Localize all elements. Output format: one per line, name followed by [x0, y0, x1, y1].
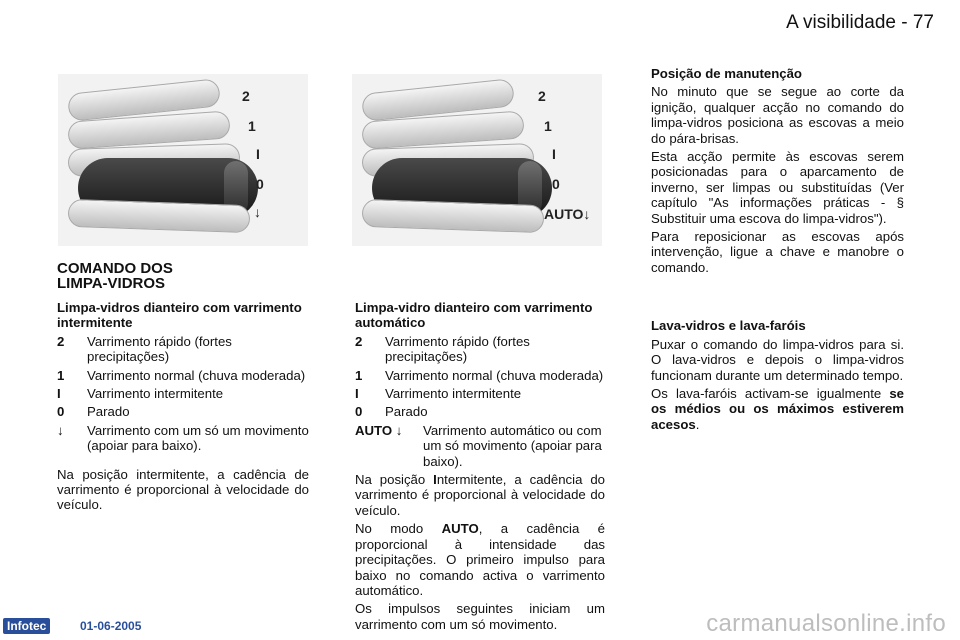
- wiper-stalk-figure-intermittent: [58, 74, 308, 246]
- position-label: I: [552, 146, 556, 162]
- paragraph: Na posição Intermitente, a cadência do varrimento é proporcional à velocidade do veículo.: [355, 472, 606, 518]
- subtitle: Posição de manutenção: [651, 66, 802, 81]
- list-item: 2 Varrimento rápido (fortes precipitações): [355, 333, 530, 365]
- stalk-position-down: [362, 199, 545, 233]
- list-item: 0 Parado: [57, 404, 130, 420]
- position-label: I: [256, 146, 260, 162]
- column-maintenance: [651, 66, 904, 435]
- column-automatic: [355, 300, 605, 635]
- arrow-down-icon: ↓: [254, 204, 261, 220]
- list-item: I Varrimento intermitente: [355, 386, 522, 402]
- subtitle: Limpa-vidros dianteiro com varrimento intermitente: [57, 300, 302, 331]
- list-item: 1 Varrimento normal (chuva moderada): [355, 367, 604, 383]
- position-label: 2: [242, 88, 250, 104]
- list-item: ↓ Varrimento com um só um movimento (apoiar para baixo).: [57, 422, 309, 454]
- list-item: 0 Parado: [355, 404, 428, 420]
- position-label: 2: [538, 88, 546, 104]
- wiper-stalk-figure-auto: [352, 74, 602, 246]
- position-label: 0: [256, 176, 264, 192]
- paragraph: No minuto que se segue ao corte da ignição, qualquer acção no comando do limpa-vidros posiciona as escovas a meio do pára-brisas.: [651, 84, 904, 146]
- list-item: I Varrimento intermitente: [57, 386, 224, 402]
- column-intermittent: [57, 300, 309, 516]
- position-label: 1: [248, 118, 256, 134]
- paragraph: Puxar o comando do limpa-vidros para si. O lava-vidros e depois o limpa-vidros funcionam durante um determinado tempo.: [651, 336, 904, 383]
- list-item: 1 Varrimento normal (chuva moderada): [57, 367, 306, 383]
- list-item: 2 Varrimento rápido (fortes precipitações): [57, 333, 232, 365]
- arrow-down-icon: ↓: [57, 422, 64, 438]
- watermark: carmanualsonline.info: [706, 610, 946, 637]
- paragraph: Esta acção permite às escovas serem posicionadas para o aparcamento de inverno, ser limpas ou substituídas (Ver capítulo "As informações práticas - § Substituir uma escova do limpa-vidros").: [651, 149, 904, 226]
- paragraph: Os lava-faróis activam-se igualmente se os médios ou os máximos estiverem acesos.: [651, 385, 904, 432]
- page-header: A visibilidade - 77: [786, 12, 934, 33]
- paragraph: Na posição intermitente, a cadência de varrimento é proporcional à velocidade do veículo.: [57, 466, 309, 513]
- footer-date: 01-06-2005: [80, 619, 142, 633]
- paragraph: Os impulsos seguintes iniciam um varrimento com um só movimento.: [355, 601, 605, 632]
- list-item: AUTO ↓ Varrimento automático ou com um só movimento (apoiar para baixo).: [355, 422, 602, 469]
- section-title: COMANDO DOS LIMPA-VIDROS: [57, 260, 173, 292]
- paragraph: No modo AUTO, a cadência é proporcional à intensidade das precipitações. O primeiro impulso para baixo no comando activa o varrimento automático.: [355, 521, 605, 598]
- stalk-position-down: [68, 199, 251, 233]
- infotec-logo: Infotec: [3, 618, 50, 634]
- position-label: 1: [544, 118, 552, 134]
- subtitle: Lava-vidros e lava-faróis: [651, 318, 806, 334]
- paragraph: Para reposicionar as escovas após intervenção, ligue a chave e manobre o comando.: [651, 229, 904, 275]
- position-label: 0: [552, 176, 560, 192]
- auto-position-label: AUTO↓: [544, 206, 591, 222]
- subtitle: Limpa-vidro dianteiro com varrimento automático: [355, 300, 593, 331]
